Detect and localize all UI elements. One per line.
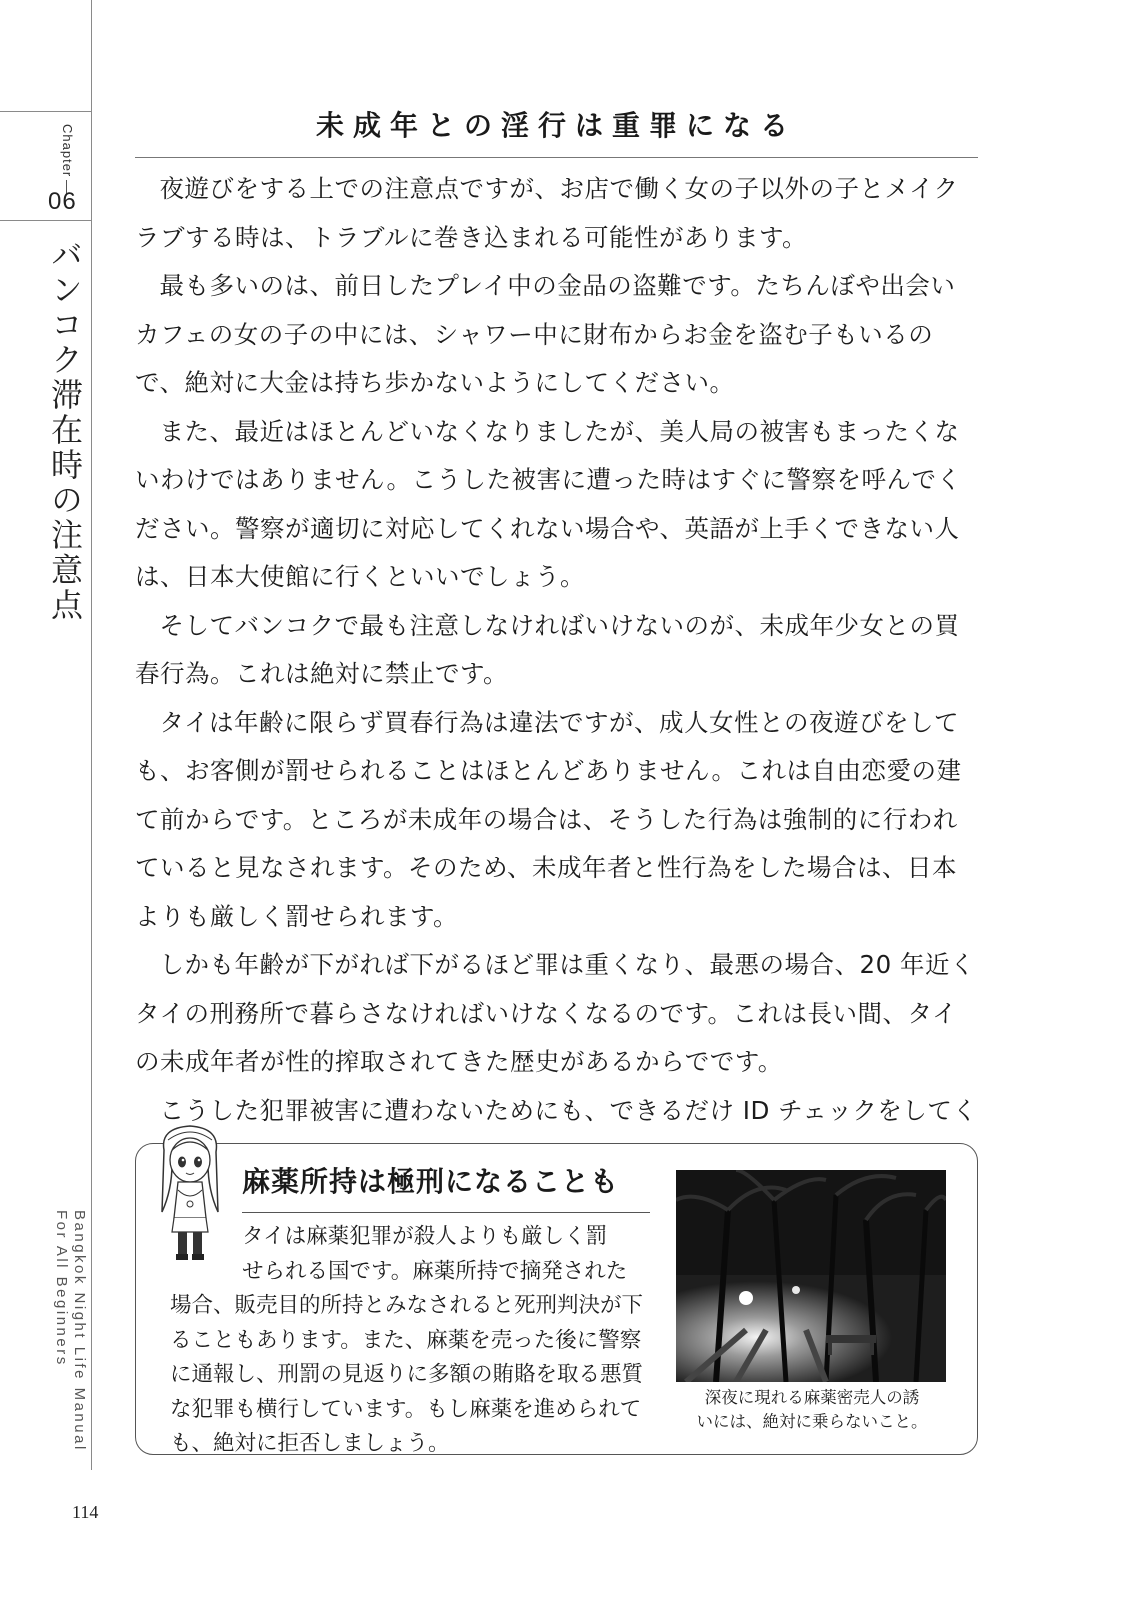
chapter-number: 06 [48,188,77,215]
night-street-photo [676,1170,946,1382]
article-body [135,165,978,1232]
chapter-label: Chapter [60,124,75,178]
column-heading-rule [242,1212,650,1213]
photo-caption-line1: 深夜に現れる麻薬密売人の誘 [704,1388,920,1407]
paragraph: また、最近はほとんどいなくなりましたが、美人局の被害もまったくないわけではありません。こうした被害に遭った時はすぐに警察を呼んでください。警察が適切に対応してくれない場合や、英語が上手くできない人は、日本大使館に行くといいでしょう。 [135,416,962,591]
margin-rule-top [0,111,92,112]
column-text-rest: 場合、販売目的所持とみなされると死刑判決が下ることもあります。また、麻薬を売った後に警察に通報し、刑罰の見返りに多額の賄賂を取る悪質な犯罪も横行しています。もし麻薬を進められても、絶対に拒否しましょう。 [170,1293,644,1456]
photo-caption-line2: いには、絶対に乗らないこと。 [696,1412,928,1431]
section-heading-rule [135,157,978,158]
column-heading: 麻薬所持は極刑になることも [242,1165,620,1198]
paragraph: 最も多いのは、前日したプレイ中の金品の盗難です。たちんぼや出会いカフェの女の子の中には、シャワー中に財布からお金を盗む子もいるので、絶対に大金は持ち歩かないようにしてください。 [135,271,956,397]
chapter-title: バンコク滞在時の注意点 [46,238,84,623]
margin-rule-bottom [0,220,92,221]
night-street-photo-graphic [676,1170,946,1382]
column-text [170,1220,655,1462]
column-text-line1: タイは麻薬犯罪が殺人よりも厳しく罰 [242,1224,608,1249]
paragraph: そしてバンコクで最も注意しなければいけないのが、未成年少女との買春行為。これは絶対に禁止です。 [135,610,960,688]
paragraph: こうした犯罪被害に遭わないためにも、できるだけ ID チェックをしてく [159,1095,978,1125]
section-heading: 未成年との淫行は重罪になる [315,109,797,142]
paragraph: 夜遊びをする上での注意点ですが、お店で働く女の子以外の子とメイクラブする時は、トラブルに巻き込まれる可能性があります。 [135,174,959,252]
paragraph: タイは年齢に限らず買春行為は違法ですが、成人女性との夜遊びをしても、お客側が罰せられることはほとんどありません。これは自由恋愛の建て前からです。ところが未成年の場合は、そうした行為は強制的に行われていると見なされます。そのため、未成年者と性行為をした場合は、日本よりも厳しく罰せられます。 [135,707,962,931]
paragraph: しかも年齢が下がれば下がるほど罪は重くなり、最悪の場合、20 年近くタイの刑務所で暮らさなければいけなくなるのです。これは長い間、タイの未成年者が性的搾取されてきた歴史があるからでです。 [135,950,975,1076]
column-text-indented [170,1220,655,1289]
book-title-line2: For All Beginners [53,1210,70,1367]
photo-caption [676,1386,948,1434]
book-title [52,1210,88,1470]
page-number: 114 [72,1502,99,1522]
book-title-line1: Bangkok Night Life Manual [71,1210,88,1452]
column-text-line2: せられる国です。麻薬所持で摘発された [242,1258,628,1284]
